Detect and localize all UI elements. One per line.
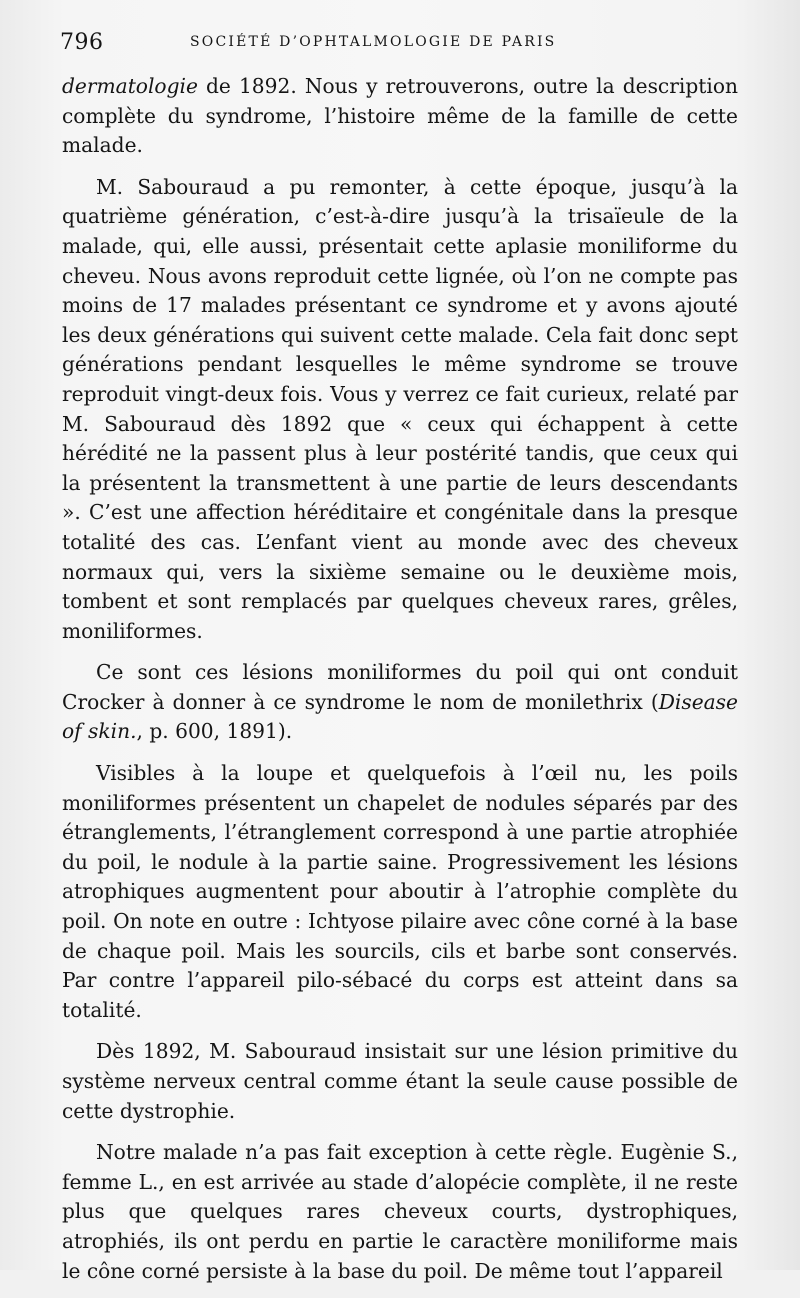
running-head: SOCIÉTÉ D’OPHTALMOLOGIE DE PARIS — [190, 34, 557, 50]
text-fragment: Ce sont ces lésions moniliformes du poil qui ont conduit Crocker à donner à ce syndrome le nom de monilethrix ( — [62, 660, 738, 714]
text-fragment: , p. 600, 1891). — [136, 719, 293, 744]
page-header — [60, 30, 750, 58]
paragraph — [62, 173, 738, 647]
paragraph — [62, 658, 738, 747]
paragraph — [62, 759, 738, 1025]
text-fragment: Dès 1892, M. Sabouraud insistait sur une lésion primitive du système nerveux central comme étant la seule cause possible de cette dystrophie. — [62, 1039, 738, 1123]
paragraph — [62, 1138, 738, 1286]
body-text — [62, 72, 738, 1298]
text-fragment: de 1892. Nous y retrouverons, outre la description complète du syndrome, l’histoire même de la famille de cette malade. — [62, 74, 738, 158]
paragraph — [62, 72, 738, 161]
text-fragment: Notre malade n’a pas fait exception à cette règle. Eugènie S., femme L., en est arrivée au stade d’alopécie complète, il ne reste plus que quelques rares cheveux courts, dystrophiques, atrophiés, ils ont perdu en partie le caractère moniliforme mais le cône corné persiste à la base du poil. De même tout l’appareil — [62, 1140, 738, 1283]
paragraph — [62, 1037, 738, 1126]
page-number: 796 — [60, 30, 104, 55]
italic-text-fragment: Disease of skin. — [62, 689, 738, 744]
text-fragment: M. Sabouraud a pu remonter, à cette époque, jusqu’à la quatrième génération, c’est-à-dire jusqu’à la trisaïeule de la malade, qui, elle aussi, présentait cette aplasie moniliforme du cheveu. Nous avons reproduit cette lignée, où l’on ne compte pas moins de 17 malades présentant ce syndrome et y avons ajouté les deux générations qui suivent cette malade. Cela fait donc sept générations pendant lesquelles le même syndrome se trouve reproduit vingt-deux fois. Vous y verrez ce fait curieux, relaté par M. Sabouraud dès 1892 que « ceux qui échappent à cette hérédité ne la passent plus à leur postérité tandis, que ceux qui la présentent la transmettent à une partie de leurs descendants ». C’est une affection héréditaire et congénitale dans la presque totalité des cas. L’enfant vient au monde avec des cheveux normaux qui, vers la sixième semaine ou le deuxième mois, tombent et sont remplacés par quelques cheveux rares, grêles, moniliformes. — [62, 174, 738, 643]
text-fragment: Visibles à la loupe et quelquefois à l’œil nu, les poils moniliformes présentent un chapelet de nodules séparés par des étranglements, l’étranglement correspond à une partie atrophiée du poil, le nodule à la partie saine. Progressivement les lésions atrophiques augmentent pour aboutir à l’atrophie complète du poil. On note en outre : Ichtyose pilaire avec cône corné à la base de chaque poil. Mais les sourcils, cils et barbe sont conservés. Par contre l’appareil pilo-sébacé du corps est atteint dans sa totalité. — [62, 761, 738, 1022]
italic-text-fragment: dermatologie — [62, 74, 198, 98]
